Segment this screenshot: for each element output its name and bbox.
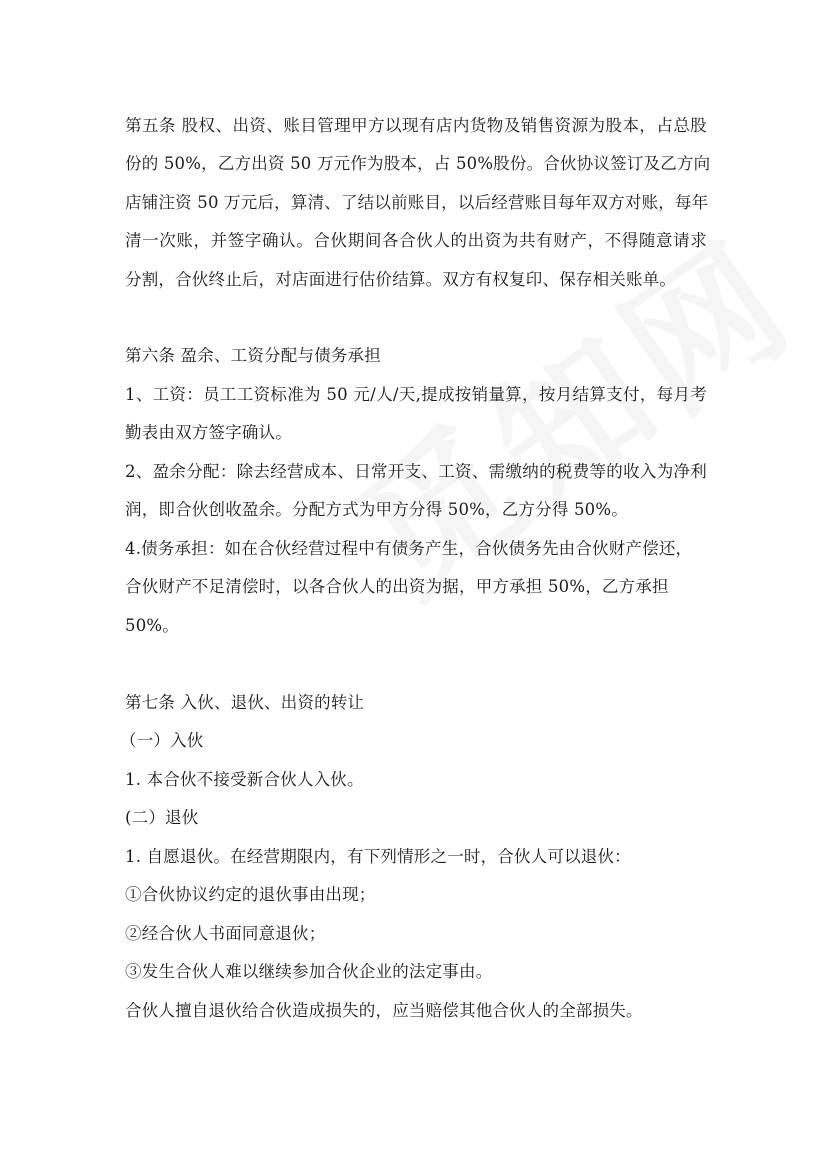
section5-line-4: 清一次账，并签字确认。合伙期间各合伙人的出资为共有财产，不得随意请求 — [125, 231, 707, 250]
section5-line-1: 第五条 股权、出资、账目管理甲方以现有店内货物及销售资源为股本，占总股 — [125, 116, 707, 135]
section7-subheading-join: （一）入伙 — [120, 731, 204, 750]
section6-line-6: 合伙财产不足清偿时，以各合伙人的出资为据，甲方承担 50%，乙方承担 — [125, 577, 669, 596]
section5-line-2: 份的 50%，乙方出资 50 万元作为股本，占 50%股份。合伙协议签订及乙方向 — [125, 154, 711, 173]
section6-title: 第六条 盈余、工资分配与债务承担 — [125, 346, 381, 365]
section7-title: 第七条 入伙、退伙、出资的转让 — [125, 693, 365, 712]
section6-line-2: 勤表由双方签字确认。 — [125, 423, 292, 442]
section7-subheading-withdraw: (二）退伙 — [125, 808, 199, 827]
section6-line-5: 4.债务承担：如在合伙经营过程中有债务产生，合伙债务先由合伙财产偿还， — [125, 539, 693, 558]
section6-line-3: 2、盈余分配：除去经营成本、日常开支、工资、需缴纳的税费等的收入为净利 — [125, 462, 707, 481]
section5-line-5: 分割，合伙终止后，对店面进行估价结算。双方有权复印、保存相关账单。 — [125, 270, 677, 289]
section7-item-2: ②经合伙人书面同意退伙； — [125, 924, 326, 943]
section7-item-3: ③发生合伙人难以继续参加合伙企业的法定事由。 — [125, 962, 493, 981]
section5-line-3: 店铺注资 50 万元后，算清、了结以前账目，以后经营账目每年双方对账，每年 — [125, 193, 709, 212]
section6-line-7: 50%。 — [125, 616, 179, 635]
section6-line-1: 1、工资：员工工资标准为 50 元/人/天,提成按销量算，按月结算支付，每月考 — [125, 385, 707, 404]
section7-item-1: ①合伙协议约定的退伙事由出现； — [125, 885, 376, 904]
section7-line-1: 1. 本合伙不接受新合伙人入伙。 — [125, 770, 364, 789]
section7-line-3: 合伙人擅自退伙给合伙造成损失的，应当赔偿其他合伙人的全部损失。 — [125, 1001, 643, 1020]
section6-line-4: 润，即合伙创收盈余。分配方式为甲方分得 50%，乙方分得 50%。 — [125, 500, 628, 519]
section7-line-2: 1. 自愿退伙。在经营期限内，有下列情形之一时，合伙人可以退伙： — [125, 847, 631, 866]
